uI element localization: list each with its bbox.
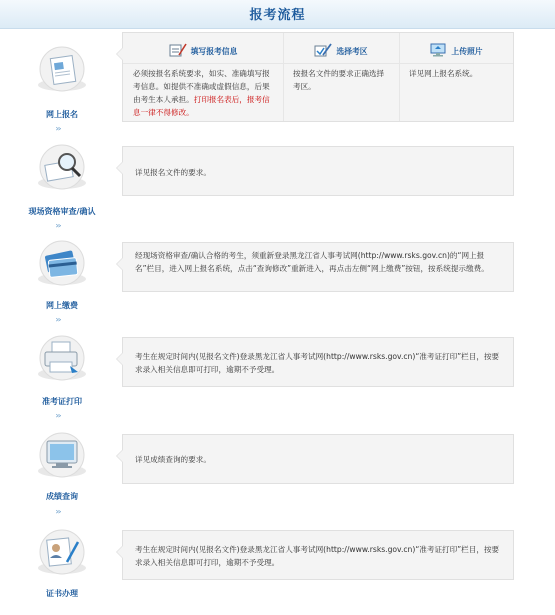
fill-info-text: 必须按报名系统要求，如实、准确填写报考信息。如提供不准确或虚假信息，后果由考生本人承担。 [133,69,270,104]
certificate-icon [34,528,90,576]
step-label-score-query: 成绩查询 [46,492,78,501]
step-label-qualification-review: 现场资格审查/确认 [28,207,96,216]
step-card-online-register [122,32,514,122]
step-label-online-payment: 网上缴费 [46,301,78,310]
column-select-area [283,33,400,121]
magnifier-icon [34,143,90,191]
step-label-certificate: 证书办理 [46,589,78,598]
form-submit-icon [34,45,90,93]
step-card-certificate [122,530,514,580]
select-area-text: 按报名文件的要求正确选择考区。 [293,69,385,91]
fill-info-warning: 打印报名表后，报考信息一律不得修改。 [133,95,270,117]
step-separator: » [55,315,62,324]
computer-upload-icon [429,42,447,61]
step-card-qualification-review [122,146,514,196]
step-card-admission-print [122,337,514,387]
step-card-online-payment [122,242,514,292]
step-separator: » [55,221,62,230]
page-header [0,0,555,29]
column-fill-info [123,33,284,121]
qualification-review-text: 详见报名文件的要求。 [135,168,211,177]
column-title-fill-info: 填写报考信息 [190,47,238,56]
step-separator: » [55,507,62,516]
monitor-icon [34,431,90,479]
column-title-upload-photo: 上传照片 [451,47,483,56]
admission-print-text: 考生在规定时间内(见报名文件)登录黑龙江省人事考试网(http://www.rsks.gov.cn)“准考证打印”栏目，按要求录入相关信息即可打印，逾期不予受理。 [135,352,500,374]
page-title: 报考流程 [249,8,306,23]
step-separator: » [55,411,62,420]
column-upload-photo [399,33,513,121]
step-label-online-register: 网上报名 [46,110,78,119]
online-payment-text: 经现场资格审查/确认合格的考生，须重新登录黑龙江省人事考试网(http://www.rsks.gov.cn)的“网上报名”栏目，进入网上报名系统，点击“查询修改”重新进入，再点击左侧“网上缴费”按钮，按系统提示缴费。 [135,251,489,273]
form-fill-icon [169,42,187,61]
upload-photo-text: 详见网上报名系统。 [409,69,478,78]
score-query-text: 详见成绩查询的要求。 [135,455,211,464]
pen-check-icon [314,42,332,61]
certificate-text: 考生在规定时间内(见报名文件)登录黑龙江省人事考试网(http://www.rsks.gov.cn)“准考证打印”栏目，按要求录入相关信息即可打印，逾期不予受理。 [135,545,500,567]
column-title-select-area: 选择考区 [336,47,368,56]
step-label-admission-print: 准考证打印 [42,397,82,406]
printer-icon [34,334,90,382]
step-card-score-query [122,434,514,484]
card-payment-icon [34,239,90,287]
step-separator: » [55,124,62,133]
